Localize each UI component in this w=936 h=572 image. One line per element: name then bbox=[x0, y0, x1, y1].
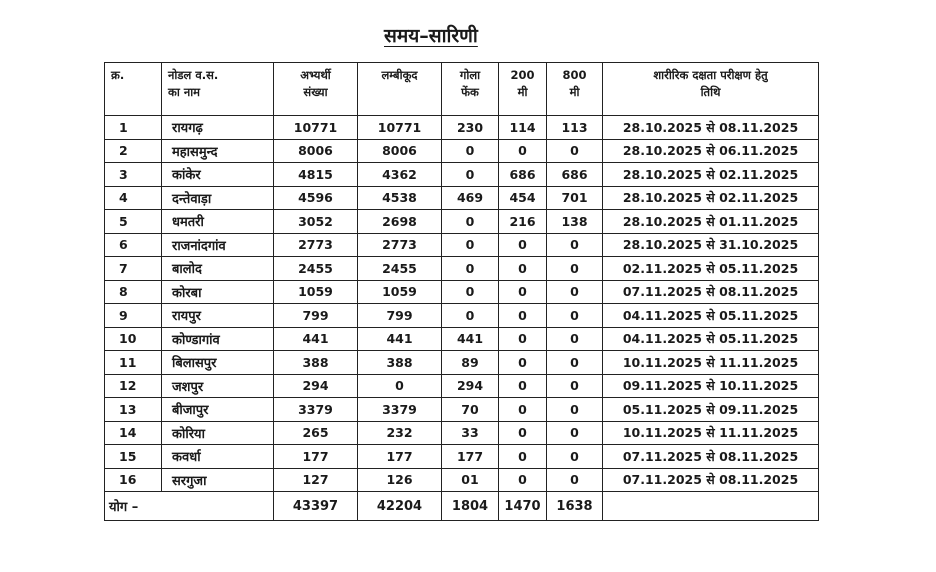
header-800m: 800 मी bbox=[547, 63, 603, 116]
table-row bbox=[105, 210, 819, 234]
cell-200m: 0 bbox=[499, 468, 547, 492]
cell-200m: 0 bbox=[499, 398, 547, 422]
table-row bbox=[105, 327, 819, 351]
cell-200m: 454 bbox=[499, 186, 547, 210]
table-row bbox=[105, 233, 819, 257]
cell-candidates: 177 bbox=[274, 445, 358, 469]
cell-shotput: 0 bbox=[442, 233, 499, 257]
cell-800m: 0 bbox=[547, 280, 603, 304]
cell-sn: 5 bbox=[105, 210, 162, 234]
cell-shotput: 0 bbox=[442, 257, 499, 281]
cell-longjump: 441 bbox=[358, 327, 442, 351]
cell-sn: 4 bbox=[105, 186, 162, 210]
cell-200m: 0 bbox=[499, 374, 547, 398]
header-dates: शारीरिक दक्षता परीक्षण हेतु तिथि bbox=[603, 63, 819, 116]
cell-candidates: 3379 bbox=[274, 398, 358, 422]
cell-sn: 15 bbox=[105, 445, 162, 469]
cell-shotput: 33 bbox=[442, 421, 499, 445]
cell-district-name: कोण्डागांव bbox=[162, 327, 274, 351]
header-shotput: गोला फेंक bbox=[442, 63, 499, 116]
cell-candidates: 2773 bbox=[274, 233, 358, 257]
cell-longjump: 4362 bbox=[358, 163, 442, 187]
table-row bbox=[105, 163, 819, 187]
cell-candidates: 10771 bbox=[274, 116, 358, 140]
cell-200m: 686 bbox=[499, 163, 547, 187]
cell-candidates: 127 bbox=[274, 468, 358, 492]
cell-sn: 6 bbox=[105, 233, 162, 257]
total-dates-empty bbox=[603, 492, 819, 521]
header-name: नोडल व.स. का नाम bbox=[162, 63, 274, 116]
cell-candidates: 265 bbox=[274, 421, 358, 445]
cell-shotput: 469 bbox=[442, 186, 499, 210]
cell-shotput: 294 bbox=[442, 374, 499, 398]
total-candidates: 43397 bbox=[274, 492, 358, 521]
cell-longjump: 126 bbox=[358, 468, 442, 492]
table-row bbox=[105, 116, 819, 140]
cell-longjump: 2698 bbox=[358, 210, 442, 234]
cell-district-name: कवर्धा bbox=[162, 445, 274, 469]
cell-test-dates: 28.10.2025 से 31.10.2025 bbox=[603, 233, 819, 257]
cell-test-dates: 28.10.2025 से 06.11.2025 bbox=[603, 139, 819, 163]
cell-longjump: 388 bbox=[358, 351, 442, 375]
cell-candidates: 799 bbox=[274, 304, 358, 328]
cell-district-name: राजनांदगांव bbox=[162, 233, 274, 257]
cell-district-name: बालोद bbox=[162, 257, 274, 281]
cell-test-dates: 09.11.2025 से 10.11.2025 bbox=[603, 374, 819, 398]
cell-district-name: महासमुन्द bbox=[162, 139, 274, 163]
cell-800m: 0 bbox=[547, 421, 603, 445]
cell-800m: 138 bbox=[547, 210, 603, 234]
cell-200m: 0 bbox=[499, 280, 547, 304]
total-800m: 1638 bbox=[547, 492, 603, 521]
cell-200m: 0 bbox=[499, 445, 547, 469]
cell-longjump: 4538 bbox=[358, 186, 442, 210]
cell-shotput: 01 bbox=[442, 468, 499, 492]
cell-800m: 0 bbox=[547, 374, 603, 398]
schedule-sheet bbox=[104, 62, 818, 521]
table-row bbox=[105, 468, 819, 492]
cell-test-dates: 28.10.2025 से 08.11.2025 bbox=[603, 116, 819, 140]
table-row bbox=[105, 280, 819, 304]
total-longjump: 42204 bbox=[358, 492, 442, 521]
cell-sn: 14 bbox=[105, 421, 162, 445]
cell-longjump: 232 bbox=[358, 421, 442, 445]
cell-shotput: 0 bbox=[442, 280, 499, 304]
cell-candidates: 294 bbox=[274, 374, 358, 398]
cell-district-name: रायपुर bbox=[162, 304, 274, 328]
cell-200m: 0 bbox=[499, 421, 547, 445]
table-row bbox=[105, 398, 819, 422]
cell-longjump: 177 bbox=[358, 445, 442, 469]
cell-district-name: जशपुर bbox=[162, 374, 274, 398]
header-candidates: अभ्यर्थी संख्या bbox=[274, 63, 358, 116]
cell-candidates: 3052 bbox=[274, 210, 358, 234]
cell-sn: 7 bbox=[105, 257, 162, 281]
cell-200m: 114 bbox=[499, 116, 547, 140]
cell-test-dates: 10.11.2025 से 11.11.2025 bbox=[603, 421, 819, 445]
cell-sn: 9 bbox=[105, 304, 162, 328]
cell-longjump: 8006 bbox=[358, 139, 442, 163]
cell-sn: 10 bbox=[105, 327, 162, 351]
cell-longjump: 0 bbox=[358, 374, 442, 398]
cell-candidates: 1059 bbox=[274, 280, 358, 304]
cell-200m: 0 bbox=[499, 233, 547, 257]
cell-test-dates: 04.11.2025 से 05.11.2025 bbox=[603, 327, 819, 351]
cell-200m: 216 bbox=[499, 210, 547, 234]
header-longjump: लम्बीकूद bbox=[358, 63, 442, 116]
table-row bbox=[105, 351, 819, 375]
table-row bbox=[105, 374, 819, 398]
cell-district-name: कोरिया bbox=[162, 421, 274, 445]
cell-test-dates: 02.11.2025 से 05.11.2025 bbox=[603, 257, 819, 281]
cell-800m: 0 bbox=[547, 445, 603, 469]
cell-longjump: 3379 bbox=[358, 398, 442, 422]
cell-800m: 0 bbox=[547, 233, 603, 257]
total-row bbox=[105, 492, 819, 521]
cell-800m: 0 bbox=[547, 468, 603, 492]
cell-shotput: 0 bbox=[442, 139, 499, 163]
cell-test-dates: 05.11.2025 से 09.11.2025 bbox=[603, 398, 819, 422]
table-row bbox=[105, 421, 819, 445]
table-row bbox=[105, 445, 819, 469]
cell-200m: 0 bbox=[499, 257, 547, 281]
cell-candidates: 388 bbox=[274, 351, 358, 375]
cell-shotput: 230 bbox=[442, 116, 499, 140]
cell-test-dates: 07.11.2025 से 08.11.2025 bbox=[603, 468, 819, 492]
cell-district-name: दन्तेवाड़ा bbox=[162, 186, 274, 210]
header-sn: क्र. bbox=[105, 63, 162, 116]
document-title: समय–सारिणी bbox=[384, 25, 478, 47]
table-row bbox=[105, 304, 819, 328]
cell-800m: 0 bbox=[547, 398, 603, 422]
cell-longjump: 2455 bbox=[358, 257, 442, 281]
cell-test-dates: 04.11.2025 से 05.11.2025 bbox=[603, 304, 819, 328]
cell-candidates: 8006 bbox=[274, 139, 358, 163]
header-200m: 200 मी bbox=[499, 63, 547, 116]
cell-800m: 701 bbox=[547, 186, 603, 210]
cell-shotput: 0 bbox=[442, 210, 499, 234]
cell-shotput: 70 bbox=[442, 398, 499, 422]
table-row bbox=[105, 139, 819, 163]
cell-candidates: 4596 bbox=[274, 186, 358, 210]
cell-sn: 11 bbox=[105, 351, 162, 375]
cell-longjump: 1059 bbox=[358, 280, 442, 304]
cell-test-dates: 07.11.2025 से 08.11.2025 bbox=[603, 445, 819, 469]
table-row bbox=[105, 186, 819, 210]
cell-800m: 0 bbox=[547, 257, 603, 281]
cell-800m: 0 bbox=[547, 327, 603, 351]
cell-sn: 16 bbox=[105, 468, 162, 492]
cell-district-name: कांकेर bbox=[162, 163, 274, 187]
cell-sn: 1 bbox=[105, 116, 162, 140]
cell-district-name: कोरबा bbox=[162, 280, 274, 304]
cell-candidates: 4815 bbox=[274, 163, 358, 187]
total-label: योग – bbox=[105, 492, 274, 521]
cell-shotput: 177 bbox=[442, 445, 499, 469]
cell-sn: 13 bbox=[105, 398, 162, 422]
cell-test-dates: 10.11.2025 से 11.11.2025 bbox=[603, 351, 819, 375]
table-row bbox=[105, 257, 819, 281]
cell-shotput: 89 bbox=[442, 351, 499, 375]
cell-800m: 0 bbox=[547, 304, 603, 328]
cell-200m: 0 bbox=[499, 139, 547, 163]
cell-sn: 3 bbox=[105, 163, 162, 187]
cell-800m: 686 bbox=[547, 163, 603, 187]
cell-800m: 113 bbox=[547, 116, 603, 140]
total-shotput: 1804 bbox=[442, 492, 499, 521]
cell-longjump: 799 bbox=[358, 304, 442, 328]
cell-district-name: सरगुजा bbox=[162, 468, 274, 492]
cell-district-name: बीजापुर bbox=[162, 398, 274, 422]
cell-200m: 0 bbox=[499, 304, 547, 328]
cell-longjump: 2773 bbox=[358, 233, 442, 257]
cell-test-dates: 28.10.2025 से 02.11.2025 bbox=[603, 163, 819, 187]
cell-test-dates: 07.11.2025 से 08.11.2025 bbox=[603, 280, 819, 304]
cell-shotput: 0 bbox=[442, 304, 499, 328]
cell-district-name: बिलासपुर bbox=[162, 351, 274, 375]
table-header-row bbox=[105, 63, 819, 116]
cell-shotput: 0 bbox=[442, 163, 499, 187]
cell-longjump: 10771 bbox=[358, 116, 442, 140]
schedule-table bbox=[104, 62, 819, 521]
cell-shotput: 441 bbox=[442, 327, 499, 351]
cell-sn: 12 bbox=[105, 374, 162, 398]
cell-candidates: 441 bbox=[274, 327, 358, 351]
cell-district-name: धमतरी bbox=[162, 210, 274, 234]
total-200m: 1470 bbox=[499, 492, 547, 521]
cell-candidates: 2455 bbox=[274, 257, 358, 281]
cell-test-dates: 28.10.2025 से 01.11.2025 bbox=[603, 210, 819, 234]
cell-800m: 0 bbox=[547, 139, 603, 163]
cell-800m: 0 bbox=[547, 351, 603, 375]
cell-sn: 2 bbox=[105, 139, 162, 163]
cell-test-dates: 28.10.2025 से 02.11.2025 bbox=[603, 186, 819, 210]
cell-200m: 0 bbox=[499, 351, 547, 375]
cell-sn: 8 bbox=[105, 280, 162, 304]
cell-district-name: रायगढ़ bbox=[162, 116, 274, 140]
cell-200m: 0 bbox=[499, 327, 547, 351]
